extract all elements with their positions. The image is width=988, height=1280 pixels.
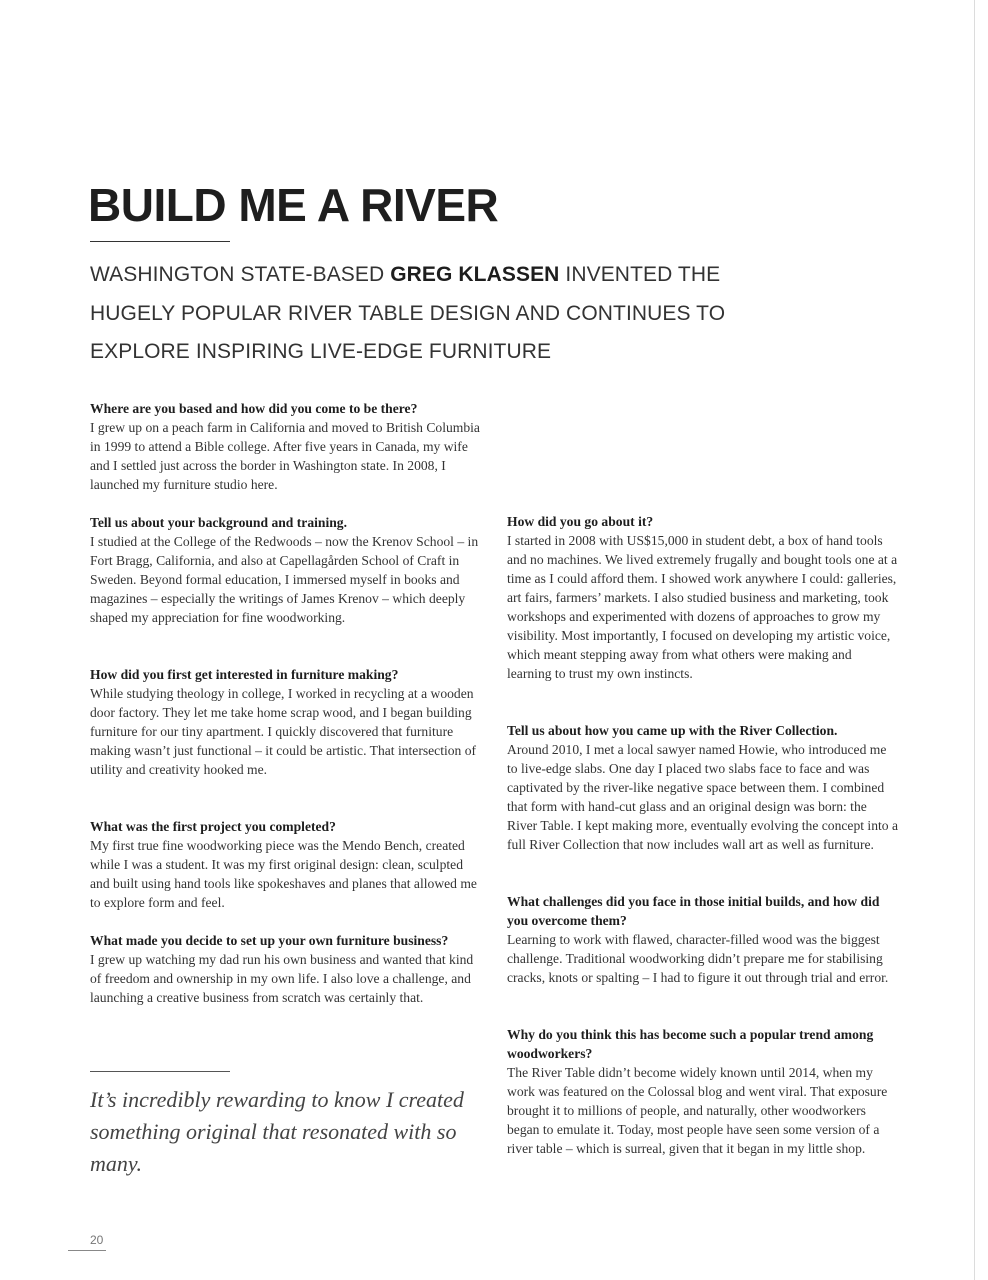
- question: Why do you think this has become such a popular trend among woodworkers?: [507, 1027, 874, 1061]
- question: Tell us about your background and training.: [90, 515, 347, 530]
- answer: I grew up on a peach farm in California and moved to British Columbia in 1999 to attend a Bible college. After five years in Canada, my wife and I settled just across the border in Washington state. In 2008, I launched my furniture studio here.: [90, 420, 480, 492]
- answer: I grew up watching my dad run his own business and wanted that kind of freedom and ownership in my own life. I also love a challenge, and launching a creative business from scratch was certainly that.: [90, 952, 474, 1005]
- standfirst-lead: WASHINGTON STATE-BASED: [90, 263, 391, 286]
- standfirst: [90, 256, 810, 372]
- page-number: 20: [90, 1233, 104, 1247]
- qa-block: [90, 665, 482, 779]
- qa-block: [507, 512, 899, 683]
- title-underline: [90, 241, 230, 242]
- qa-block: [90, 399, 482, 494]
- question: What made you decide to set up your own furniture business?: [90, 933, 449, 948]
- qa-block: [90, 513, 482, 627]
- page-number-rule: [68, 1250, 106, 1251]
- answer: I started in 2008 with US$15,000 in student debt, a box of hand tools and no machines. We lived extremely frugally and bought tools one at a time as I could afford them. I showed work anywhere I could: galleries, art fairs, farmers’ markets. I also studied business and marketing, took workshops and experimented with dozens of approaches to grow my visibility. Most importantly, I focused on developing my artistic voice, which meant stepping away from what others were making and learning to trust my own instincts.: [507, 533, 898, 681]
- qa-block: [507, 721, 899, 854]
- answer: My first true fine woodworking piece was the Mendo Bench, created while I was a student. It was my first original design: clean, sculpted and built using hand tools like spokeshaves and planes that allowed me to explore form and feel.: [90, 838, 477, 910]
- answer: The River Table didn’t become widely known until 2014, when my work was featured on the Colossal blog and went viral. That exposure brought it to millions of people, and naturally, other woodworkers began to emulate it. Today, most people have seen some version of a river table – which is surreal, given that it began in my little shop.: [507, 1065, 888, 1156]
- pullquote: It’s incredibly rewarding to know I created something original that resonated with so many.: [90, 1087, 464, 1176]
- question: How did you go about it?: [507, 514, 654, 529]
- question: Tell us about how you came up with the River Collection.: [507, 723, 838, 738]
- qa-block: [90, 817, 482, 912]
- standfirst-rest: INVENTED THE HUGELY POPULAR RIVER TABLE DESIGN AND CONTINUES TO EXPLORE INSPIRING LIVE-EDGE FURNITURE: [90, 263, 726, 363]
- answer: I studied at the College of the Redwoods – now the Krenov School – in Fort Bragg, California, and also at Capellagården School of Craft in Sweden. Beyond formal education, I immersed myself in books and magazines – especially the writings of James Krenov – which deeply shaped my appreciation for fine woodworking.: [90, 534, 479, 625]
- article-title: BUILD ME A RIVER: [88, 179, 499, 231]
- answer: Around 2010, I met a local sawyer named Howie, who introduced me to live-edge slabs. One day I placed two slabs face to face and was captivated by the river-like negative space between them. I combined that form with hand-cut glass and an original design was born: the River Table. I kept making more, eventually evolving the concept into a full River Collection that now includes wall art as well as furniture.: [507, 742, 899, 852]
- qa-block: [507, 1025, 899, 1158]
- question: What challenges did you face in those initial builds, and how did you overcome them?: [507, 894, 880, 928]
- question: What was the first project you completed?: [90, 819, 336, 834]
- answer: Learning to work with flawed, character-filled wood was the biggest challenge. Traditional woodworking didn’t prepare me for stabilising cracks, knots or spalting – I had to figure it out through trial and error.: [507, 932, 889, 985]
- question: How did you first get interested in furniture making?: [90, 667, 399, 682]
- pullquote-rule: [90, 1071, 230, 1072]
- standfirst-name: GREG KLASSEN: [390, 263, 560, 286]
- page-edge-rule: [974, 0, 975, 1280]
- answer: While studying theology in college, I worked in recycling at a wooden door factory. They let me take home scrap wood, and I began building furniture for our tiny apartment. I quickly discovered that furniture making wasn’t just functional – it could be artistic. That intersection of utility and creativity hooked me.: [90, 686, 477, 777]
- qa-block: [90, 931, 482, 1007]
- question: Where are you based and how did you come to be there?: [90, 401, 418, 416]
- qa-block: [507, 892, 899, 987]
